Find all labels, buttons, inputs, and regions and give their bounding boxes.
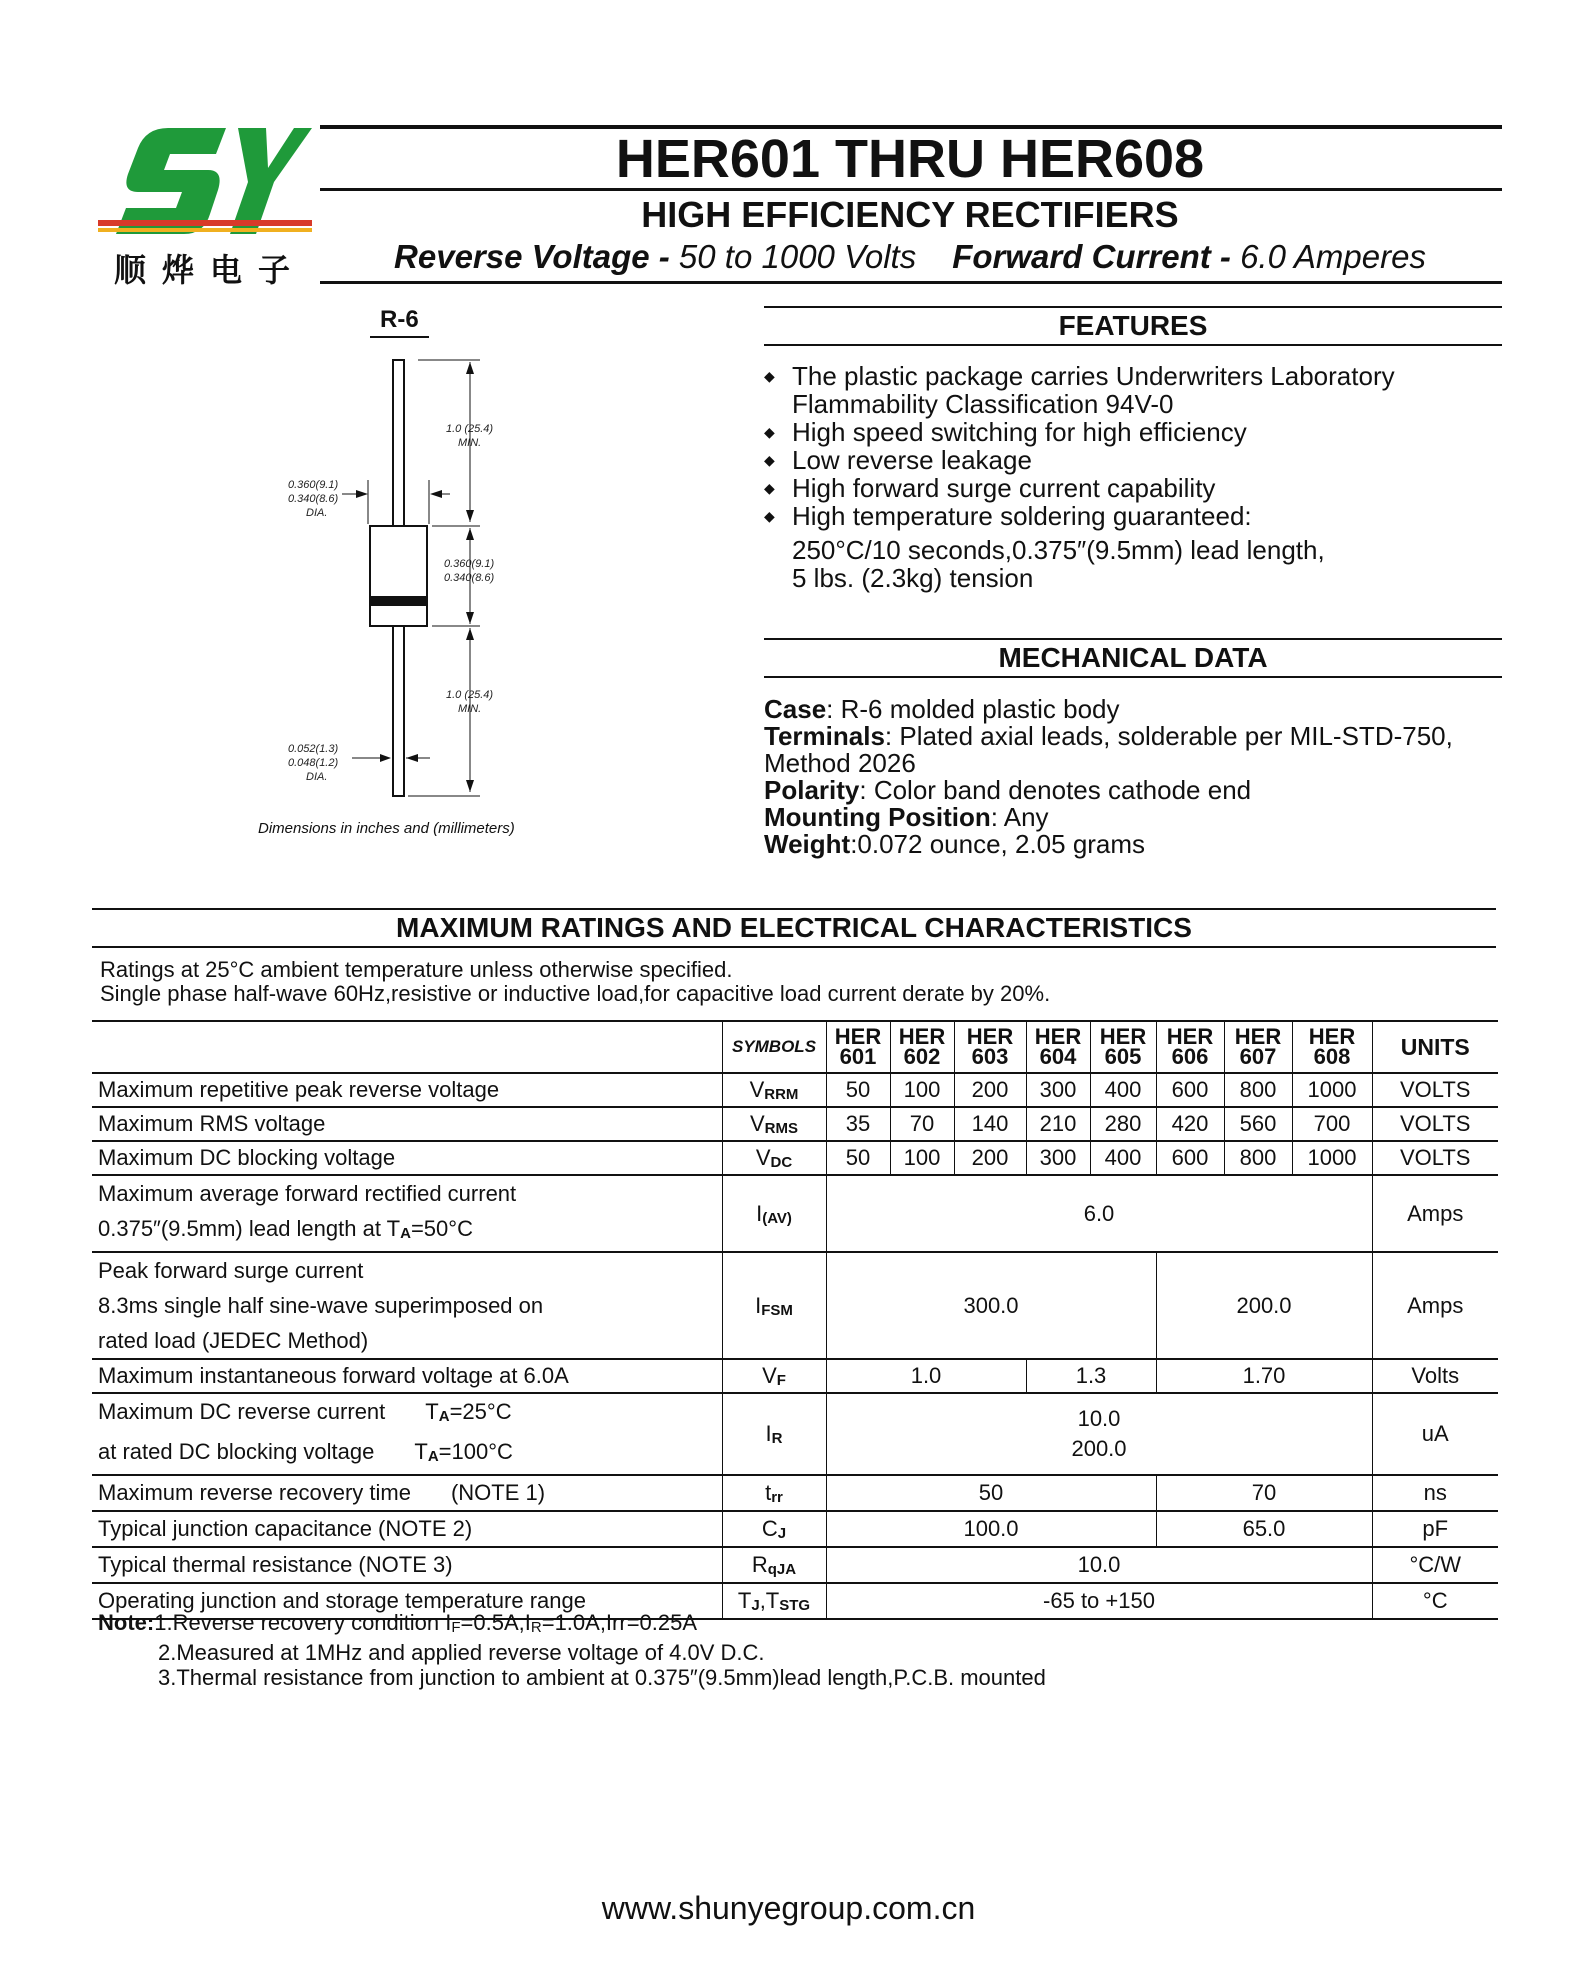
feature-item-continuation: Flammability Classification 94V-0 [792, 389, 1174, 419]
dim-lead-bot-b: MIN. [458, 703, 482, 715]
mounting-label: Mounting Position [764, 802, 991, 832]
table-row-ir: Maximum DC reverse current TA=25°C at rated DC blocking voltage TA=100°C IR 10.0 200.0 uA [92, 1393, 1498, 1475]
page-subtitle: HIGH EFFICIENCY RECTIFIERS [641, 194, 1179, 235]
terminals-label: Terminals [764, 721, 885, 751]
logo-y-shape [230, 128, 312, 234]
note-1: 1.Reverse recovery condition IF=0.5A,IR=1.0A,Irr=0.25A [154, 1610, 698, 1636]
table-row-ifsm: Peak forward surge current 8.3ms single half sine-wave superimposed on rated load (JEDEC Method) IFSM 300.0 200.0 Amps [92, 1252, 1498, 1359]
table-row-iav: Maximum average forward rectified current 0.375″(9.5mm) lead length at TA=50°C I(AV) 6.0 Amps [92, 1175, 1498, 1252]
feature-item: ◆ High speed switching for high efficiency [764, 418, 1524, 446]
feature-item: ◆ High temperature soldering guaranteed: [764, 502, 1524, 530]
table-row-trr: Maximum reverse recovery time (NOTE 1) trr 50 70 ns [92, 1475, 1498, 1511]
feature-item: ◆ High forward surge current capability [764, 474, 1524, 502]
weight-label: Weight [764, 829, 851, 859]
features-list [764, 362, 1524, 592]
mech-rule-bottom [764, 676, 1502, 678]
mechanical-data [764, 696, 1524, 858]
polarity-label: Polarity [764, 775, 860, 805]
dim-wire-a: 0.052(1.3) [288, 743, 339, 755]
condition-1: Ratings at 25°C ambient temperature unless otherwise specified. [100, 957, 733, 982]
dim-body-b: 0.340(8.6) [444, 572, 495, 584]
features-rule-bottom [764, 344, 1502, 346]
forward-current-value: 6.0 Amperes [1230, 238, 1426, 275]
mechanical-title: MECHANICAL DATA [998, 642, 1268, 673]
logo-s-shape [116, 128, 226, 234]
summary-ratings [320, 238, 1500, 276]
param-header [92, 1021, 722, 1073]
weight-value: :0.072 ounce, 2.05 grams [850, 829, 1146, 859]
table-row-vdc: Maximum DC blocking voltage VDC 50 100 200 300 400 600 800 1000 VOLTS [92, 1141, 1498, 1175]
package-label: R-6 [370, 306, 429, 338]
feature-item-continuation: 250°C/10 seconds,0.375″(9.5mm) lead length, [792, 535, 1325, 565]
footer-website: www.shunyegroup.com.cn [601, 1890, 976, 1926]
note-2: 2.Measured at 1MHz and applied reverse voltage of 4.0V D.C. [158, 1640, 765, 1665]
units-header: UNITS [1372, 1021, 1498, 1073]
part-header: HER 603 [954, 1021, 1026, 1073]
feature-item: ◆ The plastic package carries Underwriters Laboratory [764, 362, 1524, 390]
symbols-header: SYMBOLS [722, 1021, 826, 1073]
reverse-voltage-value: 50 to 1000 Volts [669, 238, 917, 275]
note-3: 3.Thermal resistance from junction to ambient at 0.375″(9.5mm)lead length,P.C.B. mounted [158, 1665, 1046, 1690]
part-header: HER 607 [1224, 1021, 1292, 1073]
part-header: HER 608 [1292, 1021, 1372, 1073]
logo-stripe-red [98, 220, 312, 226]
logo-stripe-yellow [98, 228, 312, 232]
part-header: HER 605 [1090, 1021, 1156, 1073]
max-ratings-title: MAXIMUM RATINGS AND ELECTRICAL CHARACTERISTICS [396, 912, 1192, 943]
table-row-temp: Operating junction and storage temperature range TJ,TSTG -65 to +150 °C [92, 1583, 1498, 1619]
table-row-vrms: Maximum RMS voltage VRMS 35 70 140 210 280 420 560 700 VOLTS [92, 1107, 1498, 1141]
dim-body-a: 0.360(9.1) [444, 558, 495, 570]
table-row-rth: Typical thermal resistance (NOTE 3) RqJA 10.0 °C/W [92, 1547, 1498, 1583]
notes-label: Note: [98, 1610, 155, 1635]
dim-wire-b: 0.048(1.2) [288, 757, 339, 769]
polarity-value: : Color band denotes cathode end [859, 775, 1252, 805]
reverse-voltage-label: Reverse Voltage - [394, 238, 670, 275]
rating-conditions [100, 958, 1050, 1006]
package-outline-drawing [280, 350, 540, 810]
dim-dia-c: DIA. [306, 507, 328, 519]
mech-rule-top [764, 638, 1502, 640]
terminals-value: : Plated axial leads, solderable per MIL-STD-750, [884, 721, 1453, 751]
dim-lead-top-b: MIN. [458, 437, 482, 449]
features-rule-top [764, 306, 1502, 308]
feature-item: ◆ Low reverse leakage [764, 446, 1524, 474]
dim-dia-b: 0.340(8.6) [288, 493, 339, 505]
condition-2: Single phase half-wave 60Hz,resistive or inductive load,for capacitive load current derate by 20%. [100, 981, 1051, 1006]
ratings-table [92, 1020, 1498, 1620]
page-title: HER601 THRU HER608 [615, 129, 1205, 189]
case-value: : R-6 molded plastic body [826, 694, 1120, 724]
part-header: HER 604 [1026, 1021, 1090, 1073]
mounting-value: : Any [990, 802, 1049, 832]
feature-item-continuation: 5 lbs. (2.3kg) tension [792, 563, 1034, 593]
dim-wire-c: DIA. [306, 771, 328, 783]
table-header-row [92, 1021, 1498, 1073]
part-header: HER 601 [826, 1021, 890, 1073]
part-header: HER 606 [1156, 1021, 1224, 1073]
dimensions-caption: Dimensions in inches and (millimeters) [258, 820, 515, 837]
dim-dia-a: 0.360(9.1) [288, 479, 339, 491]
table-row-vrrm: Maximum repetitive peak reverse voltage VRRM 50 100 200 300 400 600 800 1000 VOLTS [92, 1073, 1498, 1107]
terminals-value-cont: Method 2026 [764, 748, 916, 778]
part-header: HER 602 [890, 1021, 954, 1073]
max-rule-top [92, 908, 1496, 910]
dim-lead-bot-a: 1.0 (25.4) [446, 689, 494, 701]
notes [98, 1610, 1046, 1690]
company-name-cn: 顺烨电子 [114, 251, 307, 289]
max-rule-bottom [92, 946, 1496, 948]
dim-lead-top-a: 1.0 (25.4) [446, 423, 494, 435]
case-label: Case [764, 694, 827, 724]
forward-current-label: Forward Current - [952, 238, 1231, 275]
table-row-vf: Maximum instantaneous forward voltage at 6.0A VF 1.0 1.3 1.70 Volts [92, 1359, 1498, 1393]
features-title: FEATURES [1058, 310, 1208, 341]
header-rule-bottom [320, 281, 1502, 284]
table-row-cj: Typical junction capacitance (NOTE 2) CJ 100.0 65.0 pF [92, 1511, 1498, 1547]
